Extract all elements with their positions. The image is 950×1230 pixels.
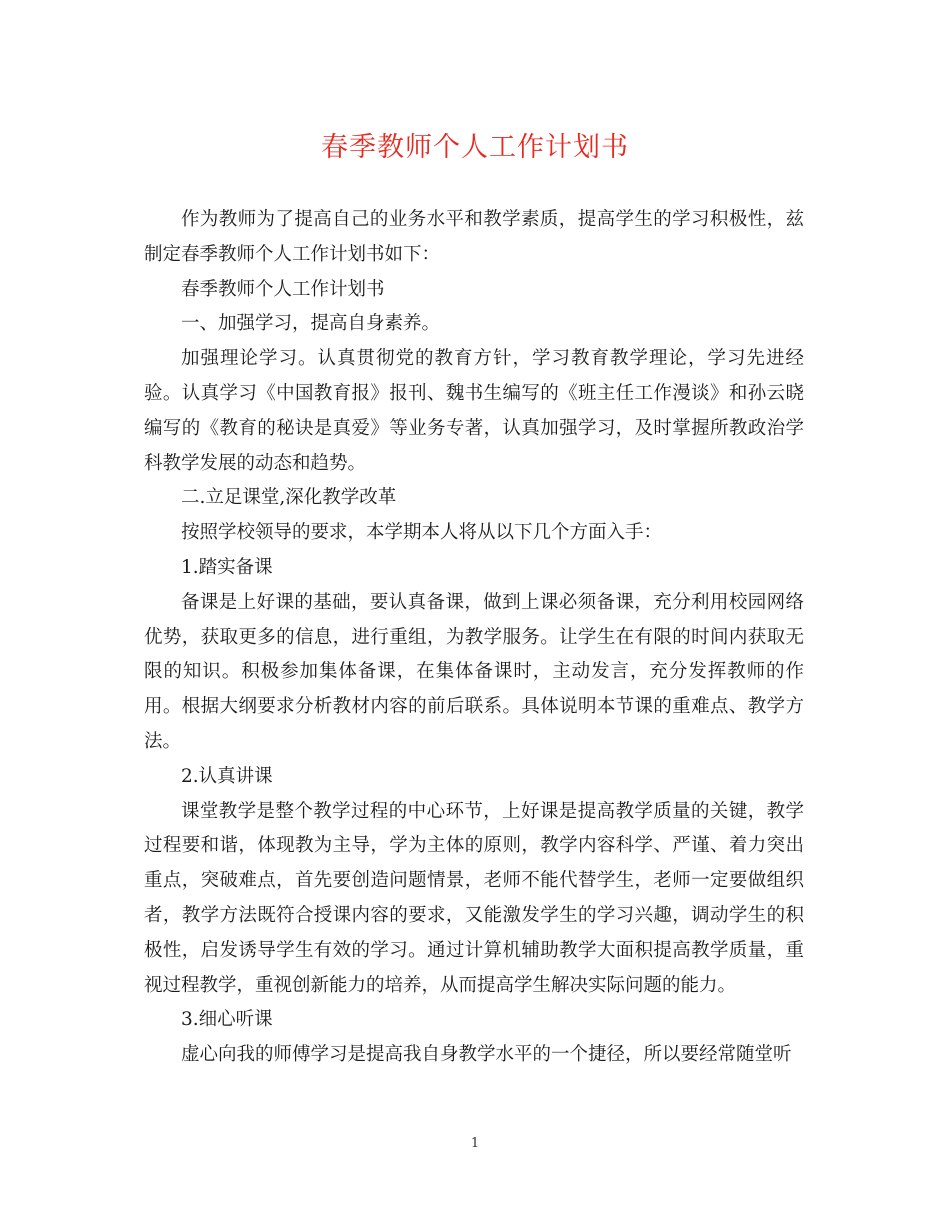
paragraph-requirements: 按照学校领导的要求，本学期本人将从以下几个方面入手： (181, 522, 663, 544)
paragraph-listening: 虚心向我的师傅学习是提高我自身教学水平的一个捷径，所以要经常随堂听 (181, 1044, 792, 1066)
document-body (144, 203, 804, 1073)
subheading-listening: 3.细心听课 (181, 1009, 273, 1031)
paragraph-theory-study: 加强理论学习。认真贯彻党的教育方针，学习教育教学理论，学习先进经验。认真学习《中国教育报》报刊、魏书生编写的《班主任工作漫谈》和孙云晓编写的《教育的秘诀是真爱》等业务专著，认真加强学习，及时掌握所教政治学科教学发展的动态和趋势。 (144, 348, 804, 474)
paragraph-teaching: 课堂教学是整个教学过程的中心环节，上好课是提高教学质量的关键，教学过程要和谐，体现教为主导，学为主体的原则，教学内容科学、严谨、着力突出重点，突破难点，首先要创造问题情景，老师不能代替学生，老师一定要做组织者，教学方法既符合授课内容的要求，又能激发学生的学习兴趣，调动学生的积极性，启发诱导学生有效的学习。通过计算机辅助教学大面积提高教学质量，重视过程教学，重视创新能力的培养，从而提高学生解决实际问题的能力。 (144, 800, 804, 996)
paragraph-prepare: 备课是上好课的基础，要认真备课，做到上课必须备课，充分利用校园网络优势，获取更多的信息，进行重组，为教学服务。让学生在有限的时间内获取无限的知识。积极参加集体备课，在集体备课时，主动发言，充分发挥教师的作用。根据大纲要求分析教材内容的前后联系。具体说明本节课的重难点、教学方法。 (144, 591, 804, 752)
paragraph-subtitle: 春季教师个人工作计划书 (181, 278, 385, 300)
subheading-teaching: 2.认真讲课 (181, 765, 273, 787)
document-title: 春季教师个人工作计划书 (321, 132, 629, 163)
section-heading-2: 二.立足课堂,深化教学改革 (181, 487, 397, 509)
page-number: 1 (470, 1136, 480, 1151)
subheading-prepare: 1.踏实备课 (181, 556, 273, 578)
section-heading-1: 一、加强学习，提高自身素养。 (181, 313, 441, 335)
paragraph-intro: 作为教师为了提高自己的业务水平和教学素质，提高学生的学习积极性，兹制定春季教师个人工作计划书如下： (144, 209, 804, 265)
